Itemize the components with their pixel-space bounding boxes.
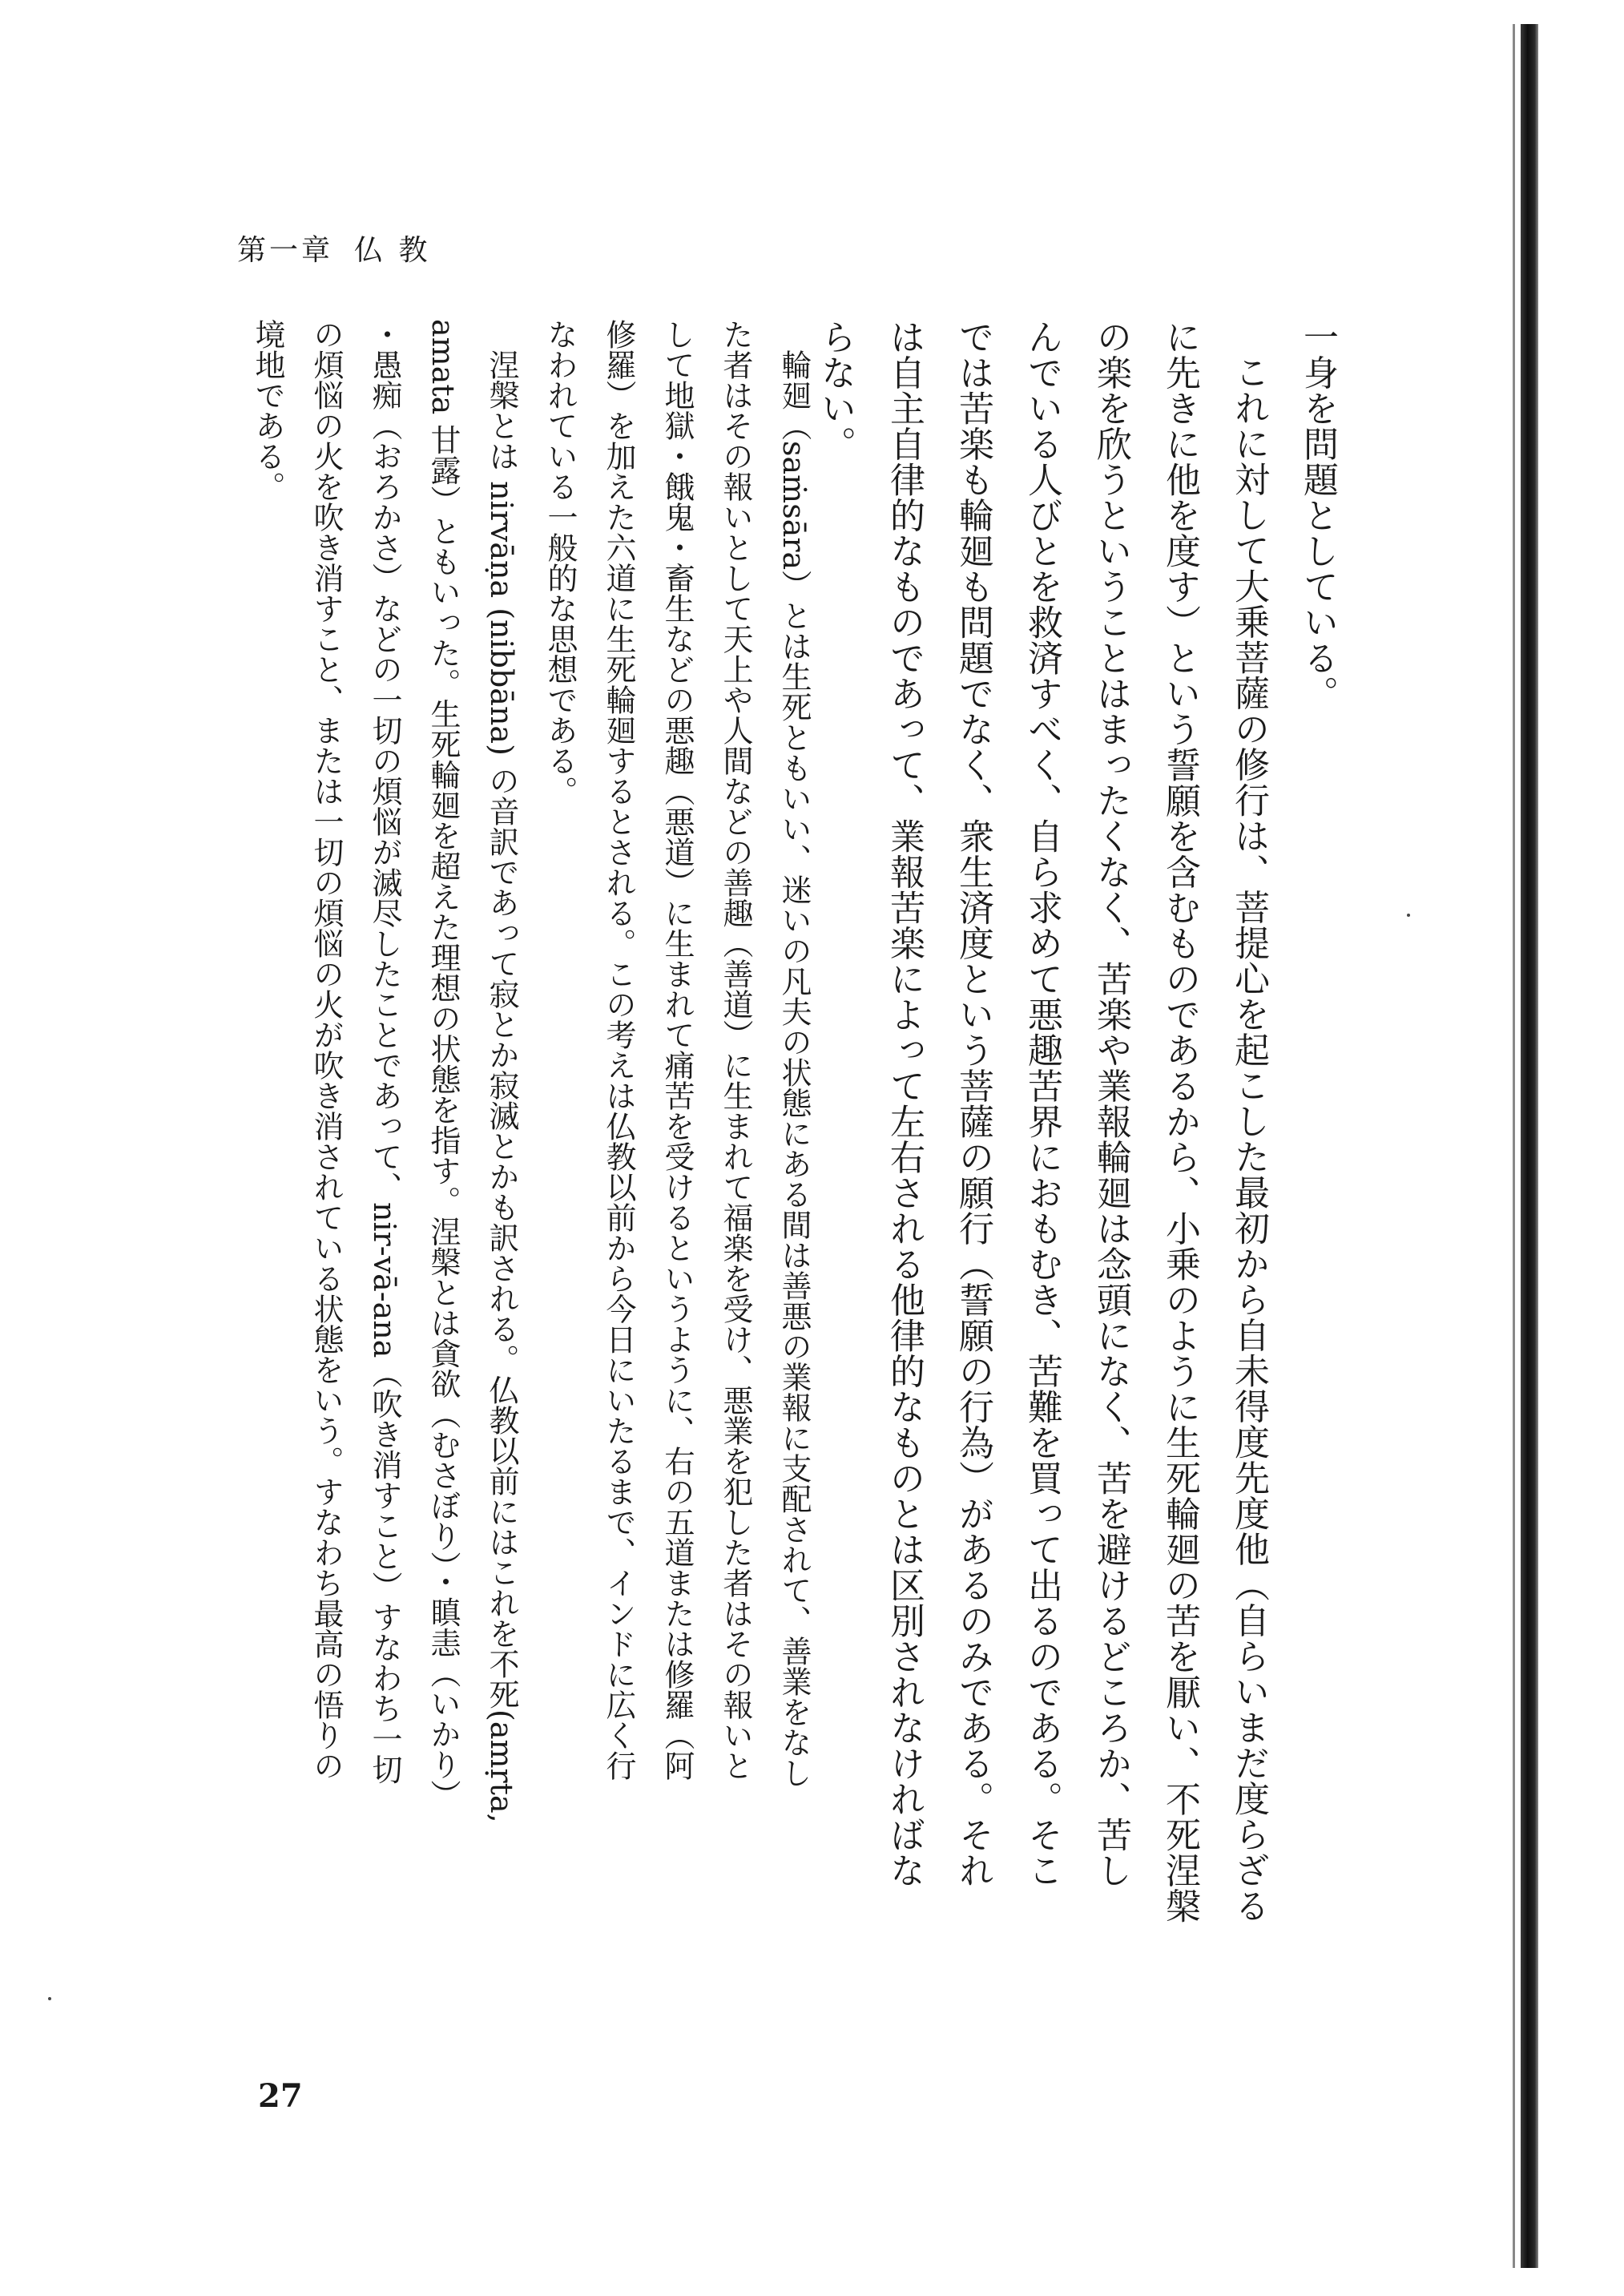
- note-line: 輪廻（saṁsāra）とは生死ともいい、迷いの凡夫の状態にある間は善悪の業報に支配されて、善業をなし: [776, 349, 812, 1789]
- body-line: の楽を欣うということはまったくなく、苦楽や業報輪廻は念頭になく、苦を避けるどころか、苦し: [1090, 319, 1131, 1888]
- body-line: は自主自律的なものであって、業報苦楽によって左右される他律的なものとは区別されなければな: [884, 319, 925, 1888]
- note-text-block: [238, 319, 823, 2010]
- body-line: これに対して大乗菩薩の修行は、菩提心を起こした最初から自未得度先度他（自らいまだ度らざる: [1228, 354, 1269, 1923]
- page-binding-edge: [1521, 24, 1538, 2268]
- chapter-title: 仏 教: [354, 234, 431, 267]
- note-line: 修羅）を加えた六道に生死輪廻するとされる。この考えは仏教以前から今日にいたるまで、インドに広く行: [601, 319, 636, 1781]
- running-head: [237, 228, 430, 268]
- note-line: の煩悩の火を吹き消すこと、または一切の煩悩の火が吹き消されている状態をいう。すなわち最高の悟りの: [308, 319, 344, 1781]
- body-line: に先きに他を度す）という誓願を含むものであるから、小乗のように生死輪廻の苦を厭い、不死涅槃: [1159, 319, 1200, 1924]
- body-line: 一身を問題としている。: [1297, 319, 1338, 712]
- page-binding-shadow: [1513, 24, 1515, 2268]
- body-line: では苦楽も輪廻も問題でなく、衆生済度という菩薩の願行（誓願の行為）があるのみである。それ: [953, 319, 993, 1888]
- scan-speck: [1407, 914, 1410, 917]
- chapter-label: 第一章: [237, 234, 334, 267]
- main-text-block: [800, 319, 1352, 2010]
- note-line: 涅槃とは nirvāṇa (nibbāna) の音訳であって寂とか寂滅とかも訳される。仏教以前にはこれを不死(amṛta,: [484, 349, 519, 1823]
- note-line: ・愚痴（おろかさ）などの一切の煩悩が滅尽したことであって、nir-vā-ana（吹き消すこと）すなわち一切: [367, 319, 402, 1785]
- body-line: らない。: [815, 319, 856, 462]
- page-number: 27: [258, 2077, 303, 2115]
- note-line: 境地である。: [250, 319, 285, 502]
- scan-speck: [48, 1997, 51, 2000]
- note-line: して地獄・餓鬼・畜生などの悪趣（悪道）に生まれて痛苦を受けるというように、右の五道または修羅（阿: [659, 319, 695, 1781]
- note-line: た者はその報いとして天上や人間などの善趣（善道）に生まれて福楽を受け、悪業を犯した者はその報いと: [718, 319, 753, 1781]
- note-line: amata 甘露）ともいった。生死輪廻を超えた理想の状態を指す。涅槃とは貪欲（むさぼり）・瞋恚（いかり）: [425, 319, 461, 1810]
- note-line: なわれている一般的な思想である。: [542, 319, 578, 806]
- body-line: んでいる人びとを救済すべく、自ら求めて悪趣苦界におもむき、苦難を買って出るのである。そこ: [1022, 319, 1062, 1888]
